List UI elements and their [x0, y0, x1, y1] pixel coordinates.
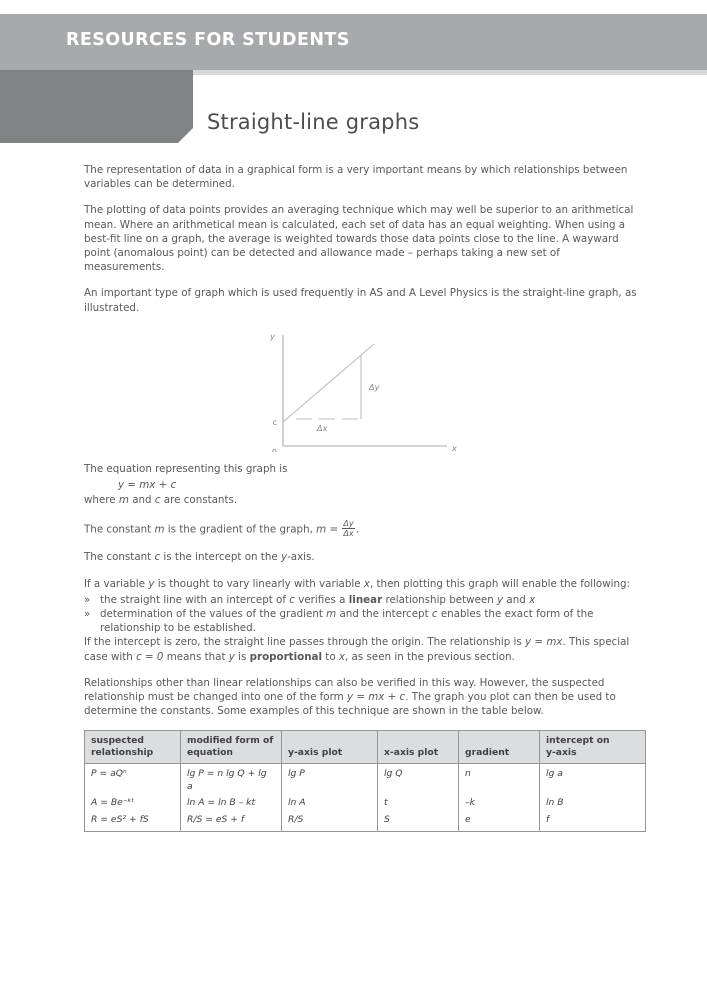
- linear-intro-mid: is thought to vary linearly with variable: [154, 577, 364, 590]
- gradient-statement: [84, 519, 640, 538]
- cell-modified: ln A = ln B – kt: [181, 795, 282, 811]
- b1-var-y: y: [497, 593, 504, 606]
- table-header-row: [85, 731, 646, 764]
- cell-modified: R/S = eS + f: [181, 812, 282, 832]
- fraction-denominator: Δx: [343, 528, 354, 539]
- b1-t1: the straight line with an intercept of: [100, 593, 290, 606]
- b1-t2: verifies a: [294, 593, 349, 606]
- bullet-1-text: [100, 593, 640, 607]
- column-header-suspected-relationship: [85, 731, 181, 764]
- linear-var-x: x: [363, 577, 370, 590]
- b1-bold-linear: linear: [348, 593, 383, 606]
- title-accent-block: [0, 70, 193, 143]
- b2-var-c: c: [431, 608, 438, 621]
- origin-paragraph: [84, 635, 640, 663]
- column-header-gradient: [459, 731, 540, 764]
- delta-y-label: Δy: [369, 381, 380, 392]
- gradient-equals: m =: [316, 524, 342, 537]
- cell-xplot: lg Q: [378, 764, 459, 795]
- cell-intercept: f: [540, 812, 646, 832]
- hdr-4-l2: gradient: [465, 747, 510, 759]
- cell-suspected: R = eS² + fS: [85, 812, 181, 832]
- intercept-pre: The constant: [84, 551, 155, 564]
- intercept-var-c: c: [154, 551, 161, 564]
- table-row: [85, 764, 646, 795]
- var-c: c: [154, 494, 161, 507]
- table-row: [85, 795, 646, 811]
- op-var-y: y: [228, 650, 235, 663]
- var-m: m: [118, 494, 129, 507]
- intercept-label: c: [272, 416, 277, 427]
- linear-intro-post: , then plotting this graph will enable the following:: [369, 577, 631, 590]
- op-t2: . This special case with: [84, 636, 630, 663]
- cell-yplot: lg P: [282, 764, 378, 795]
- equation-intro: The equation representing this graph is: [84, 462, 288, 475]
- cell-modified: lg P = n lg Q + lg a: [181, 764, 282, 795]
- column-header-y-axis-plot: [282, 731, 378, 764]
- hdr-2-l2: y-axis plot: [288, 747, 343, 759]
- intercept-post: -axis.: [287, 551, 315, 564]
- table-intro-paragraph: [84, 676, 640, 719]
- ti-t2: . The graph you plot can then be used to determine the constants. Some examples of this technique are shown in the table below.: [84, 691, 616, 718]
- hdr-5-l1: intercept on: [546, 734, 610, 746]
- cell-intercept: ln B: [540, 795, 646, 811]
- relationships-table: [84, 730, 646, 832]
- cell-yplot: R/S: [282, 812, 378, 832]
- b2-t3: enables the exact form of the relationship to be established.: [100, 608, 594, 635]
- y-axis-label: y: [270, 330, 275, 341]
- hdr-3-l2: x-axis plot: [384, 747, 439, 759]
- b2-var-m: m: [326, 608, 337, 621]
- b1-var-x: x: [529, 593, 536, 606]
- plotted-line: [283, 344, 374, 422]
- column-header-modified-equation: [181, 731, 282, 764]
- cell-gradient: –k: [459, 795, 540, 811]
- op-var-x: x: [338, 650, 346, 663]
- table-row: [85, 812, 646, 832]
- cell-gradient: e: [459, 812, 540, 832]
- op-t5: to: [322, 650, 339, 663]
- straight-line-graph-figure: [84, 327, 640, 452]
- op-t4: is: [234, 650, 250, 663]
- cell-intercept: lg a: [540, 764, 646, 795]
- gradient-var-m: m: [154, 524, 165, 537]
- bullet-2-text: [100, 607, 640, 635]
- graph-svg: [84, 327, 640, 452]
- cell-gradient: n: [459, 764, 540, 795]
- bullet-marker-icon: »: [84, 593, 91, 606]
- hdr-5-l2: y-axis: [546, 747, 577, 759]
- column-header-intercept: [540, 731, 646, 764]
- column-header-x-axis-plot: [378, 731, 459, 764]
- paragraph-plotting: The plotting of data points provides an averaging technique which may well be superior to an arithmetical mean. Where an arithmetical mean is calculated, each set of data has an equal weighting. When using a best-fit line on a graph, the average is weighted towards those data points close to the line. A wayward point (anomalous point) can be detected and allowance made – perhaps taking a new set of measurements.: [84, 204, 634, 274]
- linear-var-y: y: [148, 577, 155, 590]
- paragraph-graph-type: An important type of graph which is used frequently in AS and A Level Physics is the straight-line graph, as illustrated.: [84, 287, 637, 314]
- hdr-1-l1: modified form of: [187, 734, 274, 746]
- hdr-1-l2: equation: [187, 747, 233, 759]
- gradient-end: .: [355, 524, 359, 537]
- origin-label: 0: [271, 446, 277, 452]
- gradient-mid: is the gradient of the graph,: [164, 524, 317, 537]
- cell-xplot: S: [378, 812, 459, 832]
- b1-t4: and: [503, 593, 530, 606]
- ti-t1: Relationships other than linear relationships can also be verified in this way. However, the suspected relationship must be changed into one of the form: [84, 676, 605, 704]
- table-header: [85, 731, 646, 764]
- intercept-statement: [84, 550, 640, 564]
- banner-title: RESOURCES FOR STUDENTS: [66, 30, 350, 50]
- b2-t1: determination of the values of the gradient: [100, 608, 327, 621]
- gradient-fraction: [342, 519, 354, 538]
- x-axis-label: x: [452, 442, 457, 452]
- intercept-var-y: y: [280, 551, 288, 564]
- cell-suspected: P = aQⁿ: [85, 764, 181, 795]
- equation-display: [84, 478, 640, 492]
- b2-t2: and the intercept: [336, 608, 432, 621]
- where-post: are constants.: [160, 494, 238, 507]
- list-item: [84, 607, 640, 635]
- where-and: and: [128, 494, 155, 507]
- fraction-numerator: Δy: [343, 518, 354, 529]
- cell-xplot: t: [378, 795, 459, 811]
- b1-var-c: c: [289, 593, 295, 606]
- op-t1: If the intercept is zero, the straight line passes through the origin. The relationship is: [84, 636, 526, 649]
- linear-intro: [84, 577, 640, 591]
- gradient-pre: The constant: [84, 524, 155, 537]
- linear-intro-pre: If a variable: [84, 577, 149, 590]
- equation-constants-note: [84, 493, 640, 507]
- hdr-0-l2: relationship: [91, 747, 154, 759]
- equation-text: y = mx + c: [118, 479, 177, 492]
- paragraph-intro: The representation of data in a graphical form is a very important means by which relationships between variables can be determined.: [84, 164, 628, 191]
- page-title: Straight-line graphs: [207, 110, 420, 134]
- op-bold-proportional: proportional: [249, 650, 323, 663]
- hdr-0-l1: suspected: [91, 734, 144, 746]
- cell-suspected: A = Be⁻ᵏᵗ: [85, 795, 181, 811]
- list-item: [84, 593, 640, 607]
- intercept-mid: is the intercept on the: [160, 551, 281, 564]
- op-t6: , as seen in the previous section.: [345, 650, 515, 663]
- op-t3: means that: [163, 650, 229, 663]
- op-eq: y = mx: [525, 636, 563, 649]
- document-content: [84, 163, 640, 832]
- delta-x-label: Δx: [317, 422, 328, 433]
- op-eq2: c = 0: [136, 650, 164, 663]
- bullet-marker-icon: »: [84, 608, 91, 621]
- ti-eq: y = mx + c: [346, 691, 406, 704]
- where-pre: where: [84, 494, 119, 507]
- b1-t3: relationship between: [382, 593, 498, 606]
- table-body: [85, 764, 646, 832]
- cell-yplot: ln A: [282, 795, 378, 811]
